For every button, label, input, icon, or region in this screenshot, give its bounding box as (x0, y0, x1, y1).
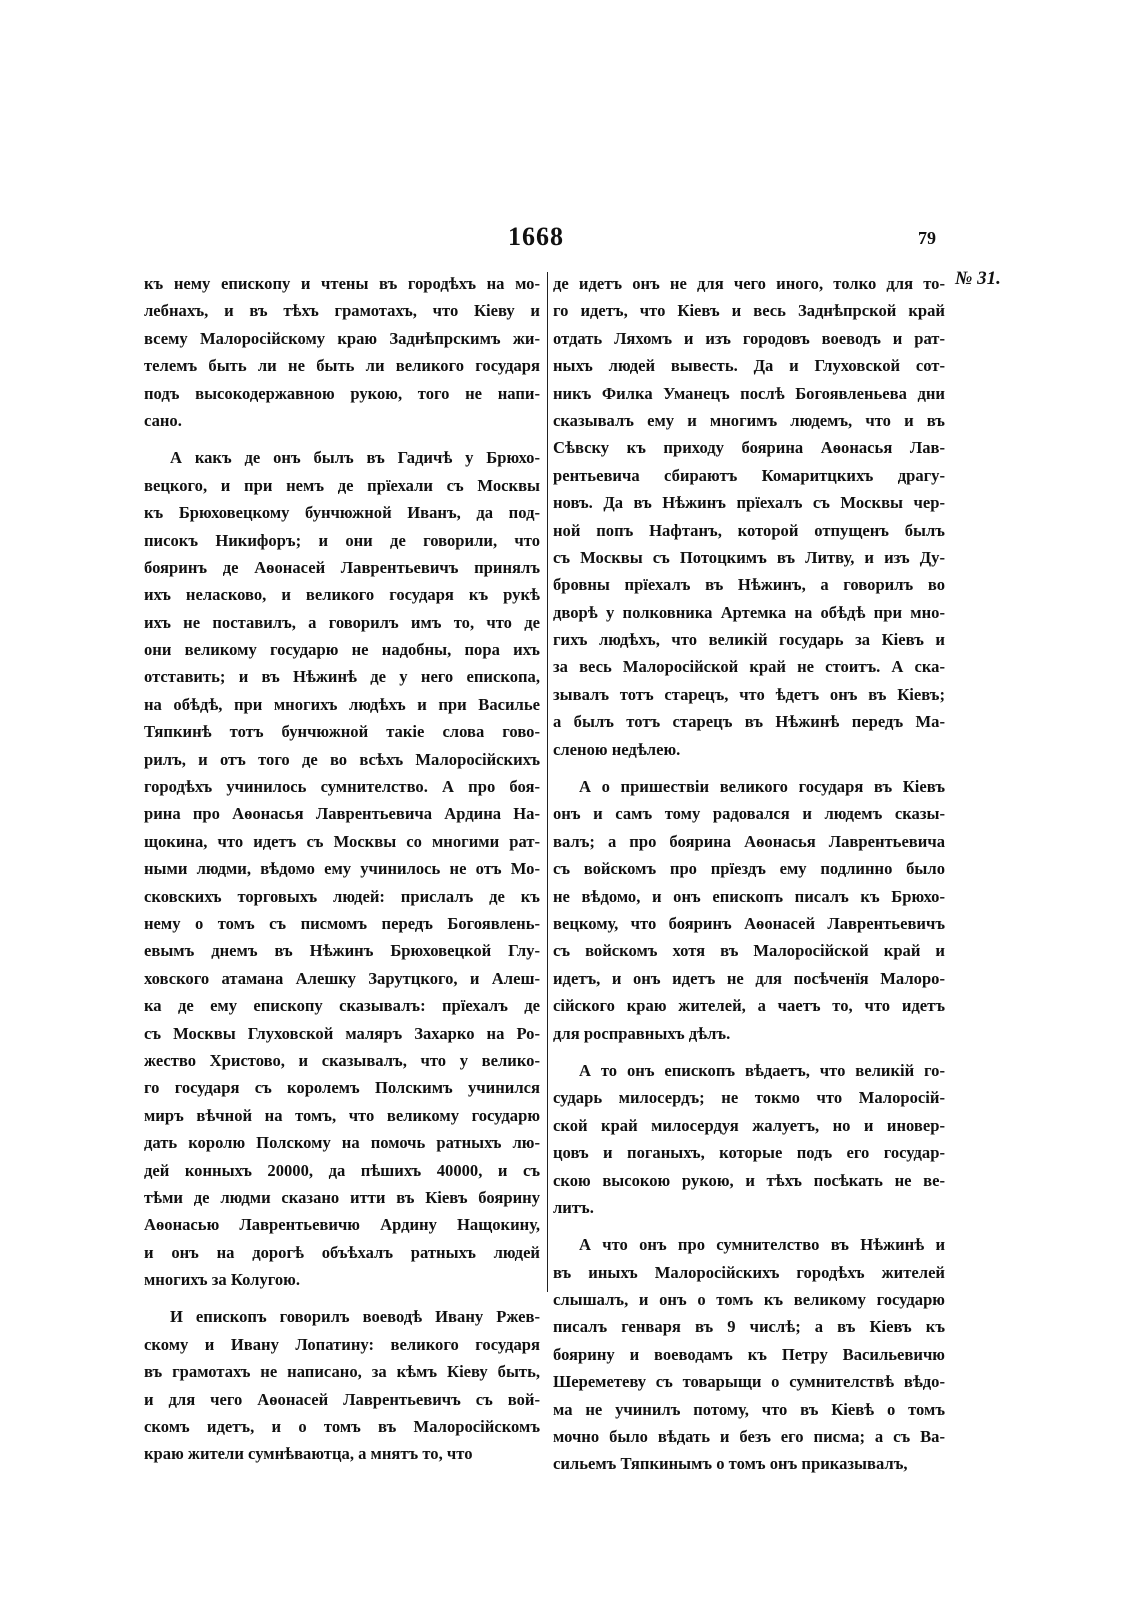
text-line: А то онъ епископъ вѣдаетъ, что великій го- (579, 1060, 945, 1080)
text-line: никъ Филка Уманецъ послѣ Богоявленьева дни (553, 383, 945, 403)
document-number: № 31. (955, 268, 1001, 289)
text-line: новъ. Да въ Нѣжинъ прїехалъ съ Москвы чер- (553, 493, 945, 513)
text-line: съ войскомъ хотя въ Малоросійской край и (553, 941, 945, 961)
text-line: не вѣдомо, и онъ епископъ писалъ къ Брюхо- (553, 886, 945, 906)
text-line: бровны прїехалъ въ Нѣжинъ, а говорилъ во (553, 575, 945, 595)
text-line: Сѣвску къ приходу боярина Аѳонасья Лав- (553, 438, 945, 458)
text-line: щокина, что идетъ съ Москвы со многими рат- (144, 831, 540, 851)
text-line: къ Брюховецкому бунчюжной Иванъ, да под- (144, 503, 540, 523)
paragraph-gap (553, 763, 945, 773)
text-line: тѣми де людми сказано итти въ Кіевъ боярину (144, 1187, 540, 1207)
page-number: 79 (918, 228, 936, 248)
text-line: дей конныхъ 20000, да пѣшихъ 40000, и съ (144, 1160, 540, 1180)
column-divider (547, 272, 548, 1292)
text-line: сударь милосердъ; не токмо что Малоросій- (553, 1088, 945, 1108)
text-line: ной попъ Нафтанъ, которой отпущенъ былъ (553, 520, 945, 540)
text-line: го государя съ королемъ Полскимъ учинился (144, 1078, 540, 1098)
text-line: рентьевича сбираютъ Комаритцкихъ драгу- (553, 465, 945, 485)
text-line: дать королю Полскому на помочь ратныхъ лю- (144, 1133, 540, 1153)
text-line: подъ высокодержавною рукою, того не напи- (144, 383, 540, 403)
text-line: сійского краю жителей, а чаетъ то, что идетъ (553, 996, 945, 1016)
text-line: на обѣдѣ, при многихъ людѣхъ и при Василье (144, 694, 540, 714)
text-line: Тяпкинѣ тотъ бунчюжной такіе слова гово- (144, 722, 540, 742)
paragraph-gap (553, 1047, 945, 1057)
text-line: ховского атамана Алешку Зарутцкого, и Алеш- (144, 968, 540, 988)
text-line: сленою недѣлею. (553, 739, 681, 759)
paragraph-gap (553, 1221, 945, 1231)
text-line: а былъ тотъ старецъ въ Нѣжинѣ передъ Ма- (553, 712, 945, 732)
text-line: отставить; и въ Нѣжинѣ де у него епископа, (144, 667, 540, 687)
left-text-column (144, 270, 540, 1468)
text-line: А что онъ про сумнителство въ Нѣжинѣ и (579, 1235, 945, 1255)
text-line: сковскихъ торговыхъ людей: прислалъ де къ (144, 886, 540, 906)
text-line: скомъ идетъ, и о томъ въ Малоросійскомъ (144, 1417, 540, 1437)
text-line: и онъ на дорогѣ объѣхалъ ратныхъ людей (144, 1242, 540, 1262)
text-line: боярину и воеводамъ къ Петру Васильевичю (553, 1344, 945, 1364)
text-line: телемъ быть ли не быть ли великого государя (144, 356, 540, 376)
text-line: идетъ, и онъ идетъ не для посѣченїя Малоро- (553, 968, 945, 988)
text-line: рина про Аѳонасья Лаврентьевича Ардина На- (144, 804, 540, 824)
text-line: литъ. (553, 1197, 594, 1217)
text-line: евымъ днемъ въ Нѣжинъ Брюховецкой Глу- (144, 941, 540, 961)
text-line: ма не учинилъ потому, что въ Кіевѣ о томъ (553, 1399, 945, 1419)
text-line: ихъ не поставилъ, а говорилъ имъ то, что де (144, 612, 540, 632)
text-line: А о пришествіи великого государя въ Кіевъ (579, 777, 945, 797)
text-line: съ войскомъ про прїездъ ему подлинно было (553, 859, 945, 879)
text-line: ской край милосердуя жалуетъ, но и иновер- (553, 1115, 945, 1135)
text-line: нему о томъ съ писмомъ передъ Богоявлень- (144, 913, 540, 933)
page-year-header: 1668 (508, 222, 564, 251)
text-line: Шереметеву съ товарыщи о сумнителствѣ вѣдо- (553, 1372, 945, 1392)
text-line: лебнахъ, и въ тѣхъ грамотахъ, что Кіеву и (144, 301, 540, 321)
text-line: Аѳонасью Лаврентьевичю Ардину Нащокину, (144, 1215, 540, 1235)
text-line: для росправныхъ дѣлъ. (553, 1023, 731, 1043)
text-line: за весь Малоросійской край не стоитъ. А ска- (553, 657, 945, 677)
text-line: съ Москвы съ Потоцкимъ въ Литву, и изъ Ду- (553, 547, 945, 567)
paragraph-gap (144, 434, 540, 444)
paragraph-gap (144, 1293, 540, 1303)
text-line: мочно было вѣдать и безъ его писма; а съ Ва- (553, 1427, 945, 1447)
text-line: зывалъ тотъ старецъ, что ѣдетъ онъ въ Кіевъ; (553, 684, 945, 704)
text-line: скою высокою рукою, и тѣхъ посѣкать не ве- (553, 1170, 945, 1190)
text-line: вецкого, и при немъ де прїехали съ Москвы (144, 475, 540, 495)
text-line: писалъ генваря въ 9 числѣ; а въ Кіевъ къ (553, 1317, 945, 1337)
text-line: миръ вѣчной на томъ, что великому государю (144, 1105, 540, 1125)
text-line: писокъ Никифоръ; и они де говорили, что (144, 530, 540, 550)
text-line: слышалъ, и онъ о томъ къ великому государю (553, 1290, 945, 1310)
text-line: ными людми, вѣдомо ему учинилось не отъ Мо- (144, 859, 540, 879)
text-line: го идетъ, что Кіевъ и весь Заднѣпрской край (553, 301, 945, 321)
text-line: онъ и самъ тому радовался и людемъ сказы- (553, 804, 945, 824)
text-line: И епископъ говорилъ воеводѣ Ивану Ржев- (170, 1307, 540, 1327)
text-line: скому и Ивану Лопатину: великого государя (144, 1334, 540, 1354)
text-line: рилъ, и отъ того де во всѣхъ Малоросійскихъ (144, 749, 540, 769)
text-line: жество Христово, и сказывалъ, что у велико- (144, 1050, 540, 1070)
text-line: ныхъ людей вывесть. Да и Глуховской сот- (553, 356, 945, 376)
text-line: сано. (144, 410, 182, 430)
text-line: де идетъ онъ не для чего иного, толко для то- (553, 274, 945, 293)
text-line: съ Москвы Глуховской маляръ Захарко на Ро- (144, 1023, 540, 1043)
text-line: цовъ и поганыхъ, которые подъ его государ- (553, 1143, 945, 1163)
text-line: краю жители сумнѣваютца, а мнятъ то, что (144, 1444, 473, 1464)
text-line: отдать Ляхомъ и изъ городовъ воеводъ и рат- (553, 328, 945, 348)
text-line: городѣхъ учинилось сумнителство. А про боя- (144, 777, 540, 797)
text-line: ка де ему епископу сказывалъ: прїехалъ де (144, 996, 540, 1016)
text-line: вецкому, что бояринъ Аѳонасей Лаврентьевичъ (553, 913, 945, 933)
text-line: всему Малоросійскому краю Заднѣпрскимъ жи- (144, 328, 540, 348)
text-line: въ грамотахъ не написано, за кѣмъ Кіеву быть, (144, 1362, 540, 1382)
text-line: А какъ де онъ былъ въ Гадичѣ у Брюхо- (170, 448, 540, 468)
text-line: они великому государю не надобны, пора ихъ (144, 640, 540, 660)
text-line: сильемъ Тяпкинымъ о томъ онъ приказывалъ, (553, 1454, 908, 1474)
text-line: ихъ неласково, и великого государя къ рукѣ (144, 585, 540, 605)
text-line: бояринъ де Аѳонасей Лаврентьевичъ принялъ (144, 557, 540, 577)
text-line: валъ; а про боярина Аѳонасья Лаврентьевича (553, 831, 945, 851)
text-line: къ нему епископу и чтены въ городѣхъ на мо- (144, 274, 540, 293)
text-line: гихъ людѣхъ, что великій государь за Кіевъ и (553, 630, 945, 650)
text-line: и для чего Аѳонасей Лаврентьевичъ съ вой- (144, 1389, 540, 1409)
text-line: сказывалъ ему и многимъ людемъ, что и въ (553, 410, 945, 430)
right-text-column (553, 270, 945, 1478)
text-line: дворѣ у полковника Артемка на обѣдѣ при мно- (553, 602, 945, 622)
text-line: многихъ за Колугою. (144, 1270, 300, 1290)
text-line: въ иныхъ Малоросійскихъ городѣхъ жителей (553, 1262, 945, 1282)
